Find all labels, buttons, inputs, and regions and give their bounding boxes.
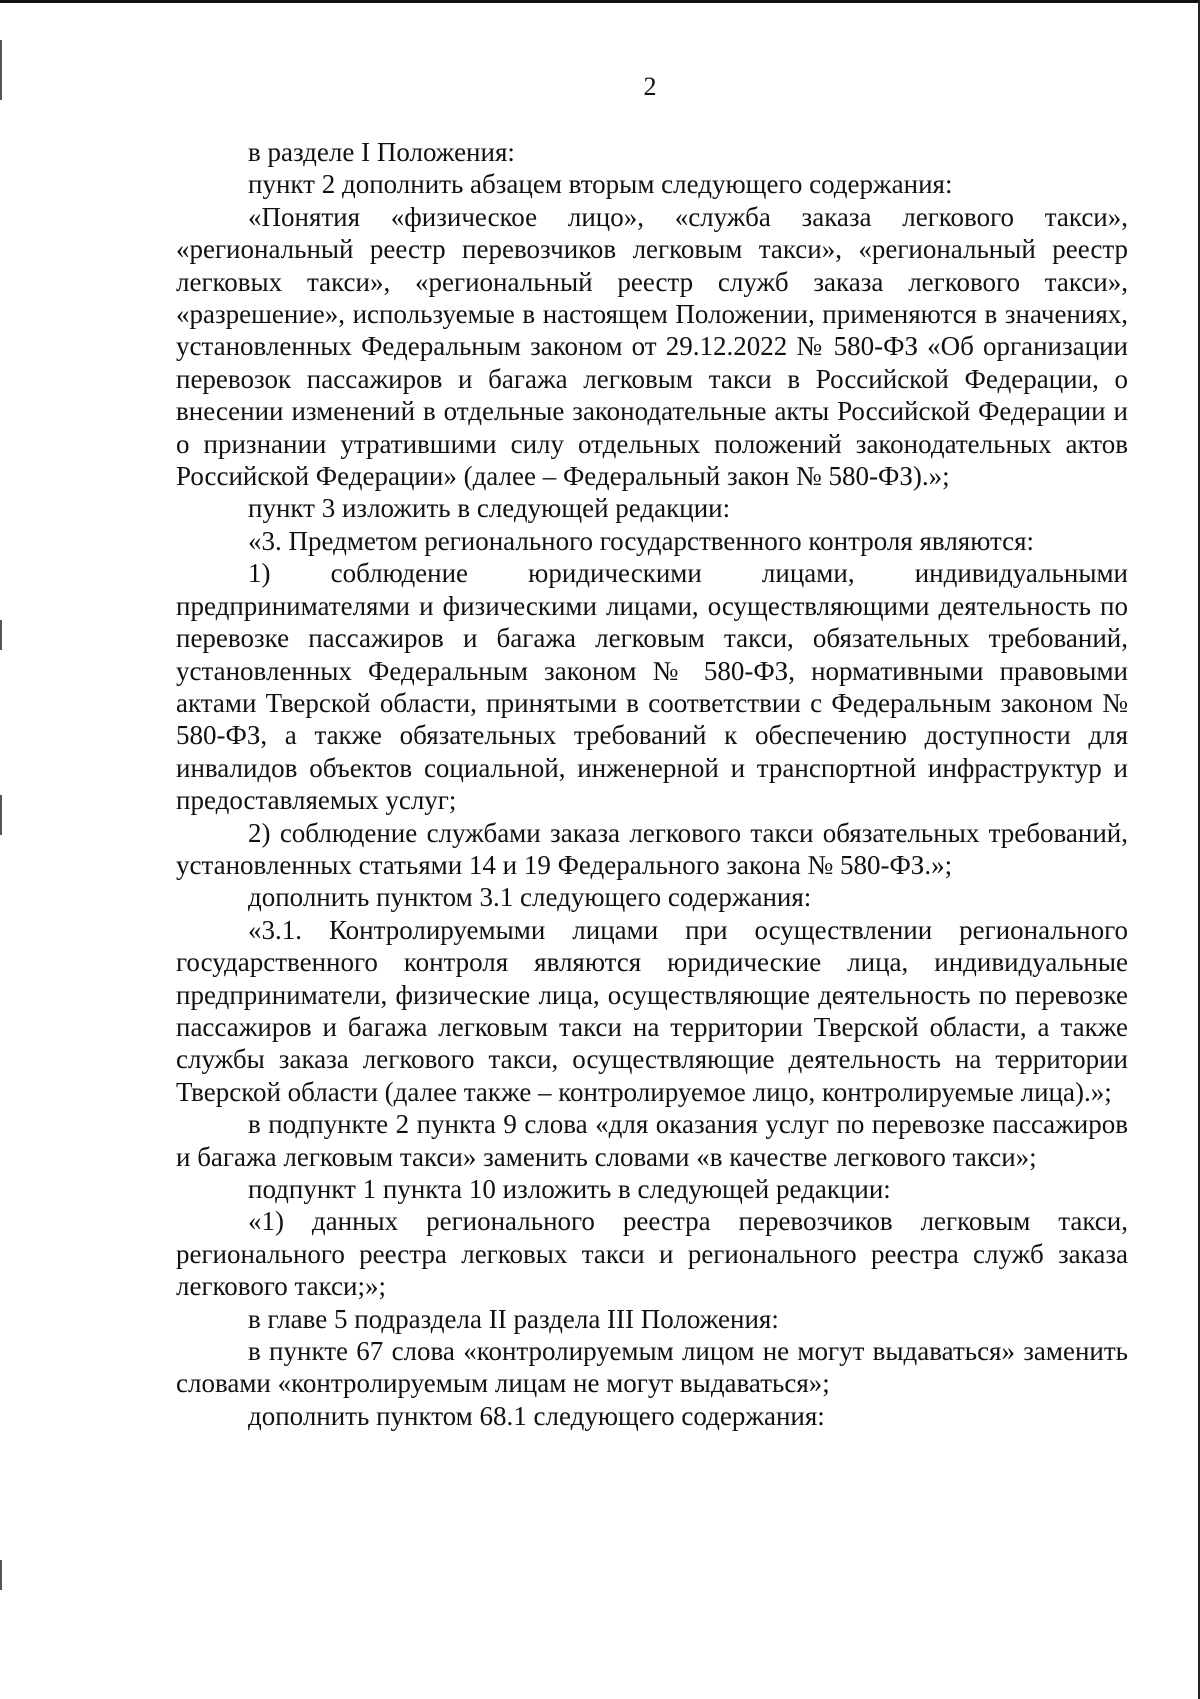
- paragraph: пункт 2 дополнить абзацем вторым следующего содержания:: [248, 169, 953, 200]
- paragraph: в пункте 67 слова «контролируемым лицом не могут выдаваться» заменить словами «контролируемым лицам не могут выдаваться»;: [176, 1336, 1128, 1399]
- scan-edge-left: [0, 795, 2, 835]
- paragraph: подпункт 1 пункта 10 изложить в следующей редакции:: [248, 1174, 891, 1204]
- scan-edge-left: [0, 1560, 2, 1590]
- paragraph: 1) соблюдение юридическими лицами, индивидуальными предпринимателями и физическими лицами, осуществляющими деятельность по перевозке пассажиров и багажа легковым такси, обязательных требований, установленных Федеральным законом № 580-ФЗ, нормативными правовыми актами Тверской области, принятыми в соответствии с Федеральным законом № 580-ФЗ, а также обязательных требований к обеспечению доступности для инвалидов объектов социальной, инженерной и транспортной инфраструктур и предоставляемых услуг;: [176, 558, 1128, 816]
- scan-edge-top: [0, 0, 1200, 3]
- paragraph: в подпункте 2 пункта 9 слова «для оказания услуг по перевозке пассажиров и багажа легковым такси» заменить словами «в качестве легкового такси»;: [176, 1109, 1128, 1172]
- paragraph: дополнить пунктом 3.1 следующего содержания:: [248, 882, 812, 913]
- paragraph: дополнить пунктом 68.1 следующего содержания:: [248, 1400, 825, 1431]
- paragraph: «3. Предметом регионального государственного контроля являются:: [248, 525, 1035, 556]
- page-number: 2: [643, 72, 657, 101]
- document-body: [176, 136, 1128, 1432]
- paragraph: «3.1. Контролируемыми лицами при осуществлении регионального государственного контроля являются юридические лица, индивидуальные предприниматели, физические лица, осуществляющие деятельность по перевозке пассажиров и багажа легковым такси на территории Тверской области, а также службы заказа легкового такси, осуществляющие деятельность на территории Тверской области (далее также – контролируемое лицо, контролируемые лица).»;: [176, 914, 1128, 1107]
- scan-edge-left: [0, 620, 2, 650]
- paragraph: в разделе I Положения:: [248, 137, 515, 167]
- paragraph: «1) данных регионального реестра перевозчиков легковым такси, регионального реестра легковых такси и регионального реестра служб заказа легкового такси;»;: [176, 1206, 1128, 1302]
- paragraph: «Понятия «физическое лицо», «служба заказа легкового такси», «региональный реестр перевозчиков легковым такси», «региональный реестр легковых такси», «региональный реестр служб заказа легкового такси», «разрешение», используемые в настоящем Положении, применяются в значениях, установленных Федеральным законом от 29.12.2022 № 580-ФЗ «Об организации перевозок пассажиров и багажа легковым такси в Российской Федерации, о внесении изменений в отдельные законодательные акты Российской Федерации и о признании утратившими силу отдельных положений законодательных актов Российской Федерации» (далее – Федеральный закон № 580-ФЗ).»;: [176, 201, 1128, 492]
- paragraph: пункт 3 изложить в следующей редакции:: [248, 493, 731, 524]
- paragraph: в главе 5 подраздела II раздела III Положения:: [248, 1303, 779, 1334]
- paragraph: 2) соблюдение службами заказа легкового такси обязательных требований, установленных статьями 14 и 19 Федерального закона № 580-ФЗ.»;: [176, 817, 1128, 880]
